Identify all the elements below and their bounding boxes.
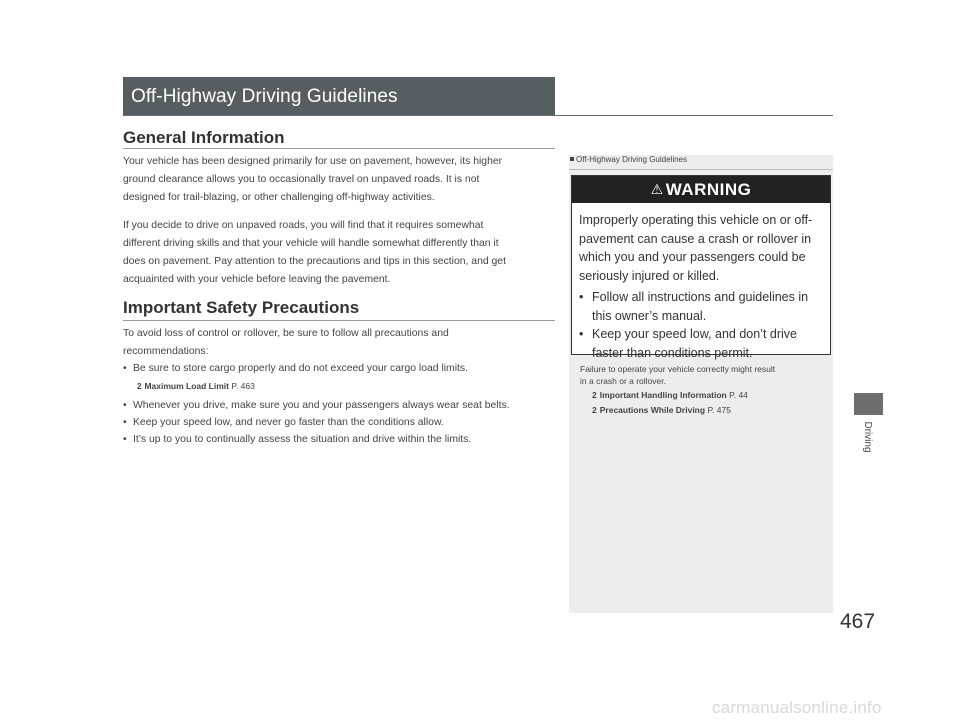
bullet-glyph: •	[123, 434, 127, 445]
general-paragraph-2	[123, 217, 563, 289]
text-line: seriously injured or killed.	[579, 268, 720, 283]
text-line: Keep your speed low, and don’t drive	[592, 327, 797, 341]
text-line: Your vehicle has been designed primarily for use on pavement, however, its higher	[123, 156, 503, 167]
safety-precautions-heading: Important Safety Precautions	[123, 298, 360, 317]
heading-rule	[123, 148, 555, 149]
text-line: To avoid loss of control or rollover, be sure to follow all precautions and	[123, 328, 449, 339]
text-line: in a crash or a rollover.	[580, 376, 666, 386]
page-number: 467	[840, 610, 876, 633]
banner-divider	[123, 115, 833, 116]
section-banner	[123, 77, 555, 115]
cross-reference[interactable]	[123, 379, 563, 394]
text-line: this owner’s manual.	[592, 308, 707, 323]
precautions-intro	[123, 325, 563, 361]
side-note-box	[569, 155, 833, 613]
section-title: Off-Highway Driving Guidelines	[131, 86, 398, 107]
general-information-heading: General Information	[123, 128, 285, 147]
list-item-text: Whenever you drive, make sure you and your passengers always wear seat belts.	[133, 400, 510, 411]
list-item	[123, 398, 563, 414]
text-line: does on pavement. Pay attention to the precautions and tips in this section, and get	[123, 256, 506, 267]
text-line: ground clearance allows you to occasionally travel on unpaved roads. It is not	[123, 174, 480, 185]
warning-title-bar	[572, 176, 830, 203]
text-line: acquainted with your vehicle before leaving the pavement.	[123, 274, 391, 285]
reference-label: Maximum Load Limit	[144, 381, 229, 391]
cross-reference[interactable]	[592, 404, 731, 416]
bullet-glyph: •	[123, 400, 127, 411]
text-line: Follow all instructions and guidelines in	[592, 290, 809, 304]
bullet-glyph: •	[579, 290, 584, 304]
list-item-text: It’s up to you to continually assess the situation and drive within the limits.	[133, 434, 472, 445]
note-marker-icon	[570, 157, 574, 161]
list-item	[123, 361, 563, 377]
reference-label: Precautions While Driving	[599, 405, 706, 415]
cross-reference[interactable]	[592, 389, 748, 401]
warning-text	[579, 211, 827, 285]
side-note-title: Off-Highway Driving Guidelines	[576, 155, 688, 164]
list-item	[123, 432, 563, 448]
reference-arrow-icon: 2	[592, 390, 597, 400]
chapter-tab-label: Driving	[862, 421, 873, 453]
text-line: faster than conditions permit.	[592, 345, 753, 360]
reference-arrow-icon: 2	[137, 382, 142, 391]
bullet-glyph: •	[123, 363, 127, 374]
reference-label: Important Handling Information	[599, 390, 727, 400]
text-line: Failure to operate your vehicle correctly might result	[580, 364, 776, 374]
text-line: different driving skills and that your vehicle will handle somewhat differently than it	[123, 238, 499, 249]
text-line: If you decide to drive on unpaved roads, you will find that it requires somewhat	[123, 220, 484, 231]
warning-title: WARNING	[665, 180, 752, 199]
warning-box	[571, 175, 831, 360]
warning-list-item	[579, 288, 827, 325]
reference-page: P. 463	[231, 381, 255, 391]
warning-list-item	[579, 325, 827, 362]
text-line: pavement can cause a crash or rollover in	[579, 231, 812, 246]
text-line: which you and your passengers could be	[579, 250, 806, 264]
bullet-glyph: •	[579, 327, 584, 341]
list-item	[123, 415, 563, 431]
text-line: recommendations:	[123, 346, 209, 357]
side-note-text	[580, 363, 825, 387]
reference-page: P. 475	[707, 405, 731, 415]
bullet-glyph: •	[123, 417, 127, 428]
text-line: designed for trail-blazing, or other challenging off-highway activities.	[123, 192, 435, 203]
reference-arrow-icon: 2	[592, 405, 597, 415]
general-paragraph-1	[123, 153, 563, 207]
text-line: Improperly operating this vehicle on or off-	[579, 213, 813, 227]
list-item-text: Keep your speed low, and never go faster than the conditions allow.	[133, 417, 444, 428]
reference-page: P. 44	[729, 390, 748, 400]
heading-rule	[123, 320, 555, 321]
precautions-list	[123, 361, 563, 448]
warning-triangle-icon: ⚠	[650, 181, 664, 197]
list-item-text: Be sure to store cargo properly and do not exceed your cargo load limits.	[133, 363, 468, 374]
side-note-header	[569, 155, 833, 170]
watermark: carmanualsonline.info	[712, 698, 882, 717]
